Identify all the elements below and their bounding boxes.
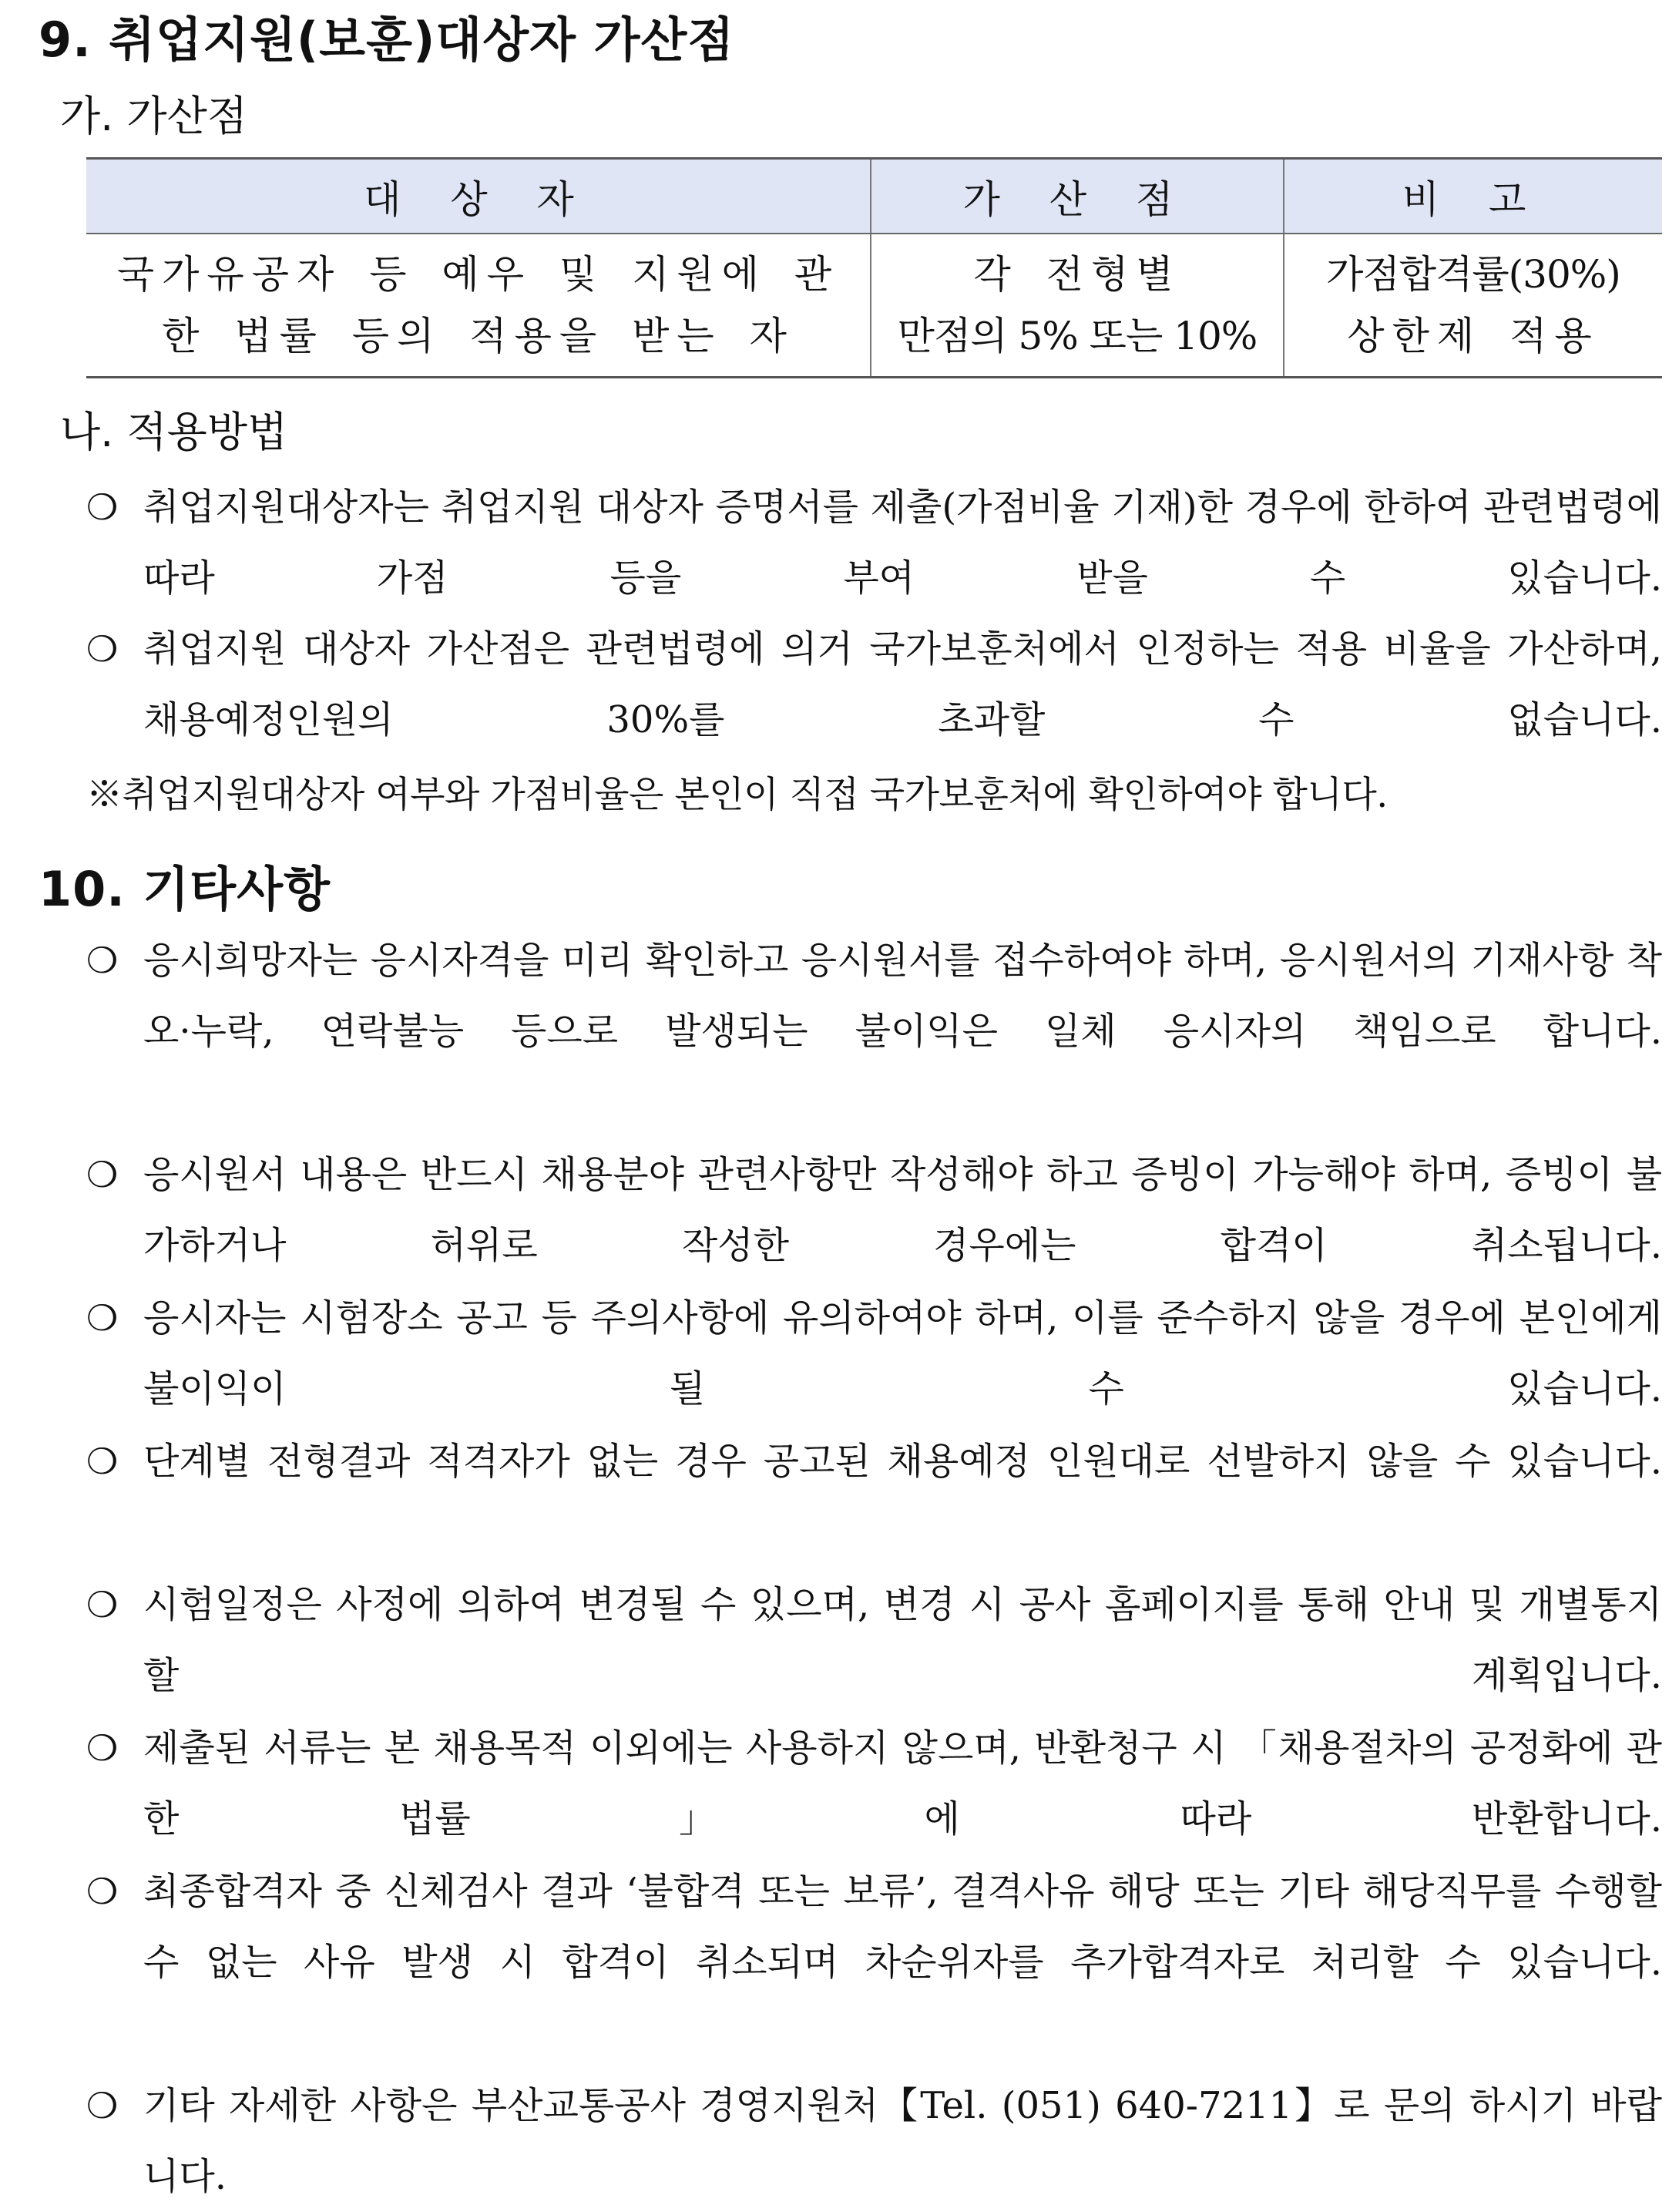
bullet-mark: ❍ [86,1871,119,1912]
cell-points [871,234,1284,378]
bullet-mark: ❍ [86,1727,119,1769]
cell-points-line2: 만점의 5% 또는 10% [897,314,1258,358]
header-points: 가 산 점 [871,159,1284,234]
list-item-text: 기타 자세한 사항은 부산교통공사 경영지원처【Tel. (051) 640-7211】로 문의 하시기 바랍니다. [143,2084,1662,2198]
list-item-text: 취업지원대상자는 취업지원 대상자 증명서를 제출(가점비율 기재)한 경우에 한하여 관련법령에 따라 가점 등을 부여 받을 수 있습니다. [143,486,1662,600]
list-item [86,1856,1662,1998]
section-9-title: 9. 취업지원(보훈)대상자 가산점 [39,12,735,68]
list-item-text: 취업지원 대상자 가산점은 관련법령에 의거 국가보훈처에서 인정하는 적용 비율을 가산하며, 채용예정인원의 30%를 초과할 수 없습니다. [143,627,1662,741]
list-item [86,614,1662,755]
subsection-a-title: 가. 가산점 [60,92,247,140]
reference-note: ※취업지원대상자 여부와 가점비율은 본인이 직접 국가보훈처에 확인하여야 합니다. [86,774,1388,816]
list-item-text: 제출된 서류는 본 채용목적 이외에는 사용하지 않으며, 반환청구 시 「채용절차의 공정화에 관한 법률」에 따라 반환합니다. [143,1726,1662,1841]
bullet-mark: ❍ [86,1440,119,1482]
bullet-mark: ❍ [86,1154,119,1195]
list-item [86,1139,1662,1281]
list-item [86,2070,1662,2212]
cell-target: 국가유공자 등 예우 및 지원에 관한 법률 등의 적용을 받는 자 [86,234,871,378]
header-target: 대 상 자 [86,159,871,234]
subsection-b-title: 나. 적용방법 [60,408,288,456]
bullet-mark: ❍ [86,1297,119,1339]
table-header-row [86,159,1662,234]
list-item-text: 단계별 전형결과 적격자가 없는 경우 공고된 채용예정 인원대로 선발하지 않을 수 있습니다. [143,1440,1662,1483]
bullet-mark: ❍ [86,2085,119,2126]
section-10-title: 10. 기타사항 [39,861,331,917]
list-item [86,925,1662,1067]
bonus-points-table [86,157,1662,378]
list-item-text: 시험일정은 사정에 의하여 변경될 수 있으며, 변경 시 공사 홈페이지를 통해 안내 및 개별통지 할 계획입니다. [143,1583,1662,1697]
bullet-mark: ❍ [86,628,119,670]
list-item [86,1282,1662,1424]
list-item [86,1569,1662,1711]
header-note: 비 고 [1284,159,1662,234]
list-item-text: 응시희망자는 응시자격을 미리 확인하고 응시원서를 접수하여야 하며, 응시원서의 기재사항 착오·누락, 연락불능 등으로 발생되는 불이익은 일체 응시자의 책임으로 합니다. [143,939,1662,1053]
cell-note [1284,234,1662,378]
bullet-mark: ❍ [86,940,119,981]
cell-note-line1: 가점합격률(30%) [1326,252,1620,297]
list-item [86,472,1662,614]
bullet-mark: ❍ [86,1584,119,1625]
bullet-mark: ❍ [86,486,119,528]
list-item-text: 응시원서 내용은 반드시 채용분야 관련사항만 작성해야 하고 증빙이 가능해야 하며, 증빙이 불가하거나 허위로 작성한 경우에는 합격이 취소됩니다. [143,1153,1662,1267]
list-item-text: 최종합격자 중 신체검사 결과 ‘불합격 또는 보류’, 결격사유 해당 또는 기타 해당직무를 수행할 수 없는 사유 발생 시 합격이 취소되며 차순위자를 추가합격자로 처리할 수 있습니다. [143,1870,1662,1984]
cell-points-line1: 각 전형별 [973,252,1181,297]
list-item-text: 응시자는 시험장소 공고 등 주의사항에 유의하여야 하며, 이를 준수하지 않을 경우에 본인에게 불이익이 될 수 있습니다. [143,1296,1662,1410]
table-row [86,234,1662,378]
cell-note-line2: 상한제 적용 [1347,314,1600,358]
list-item [86,1713,1662,1854]
list-item [86,1426,1662,1497]
